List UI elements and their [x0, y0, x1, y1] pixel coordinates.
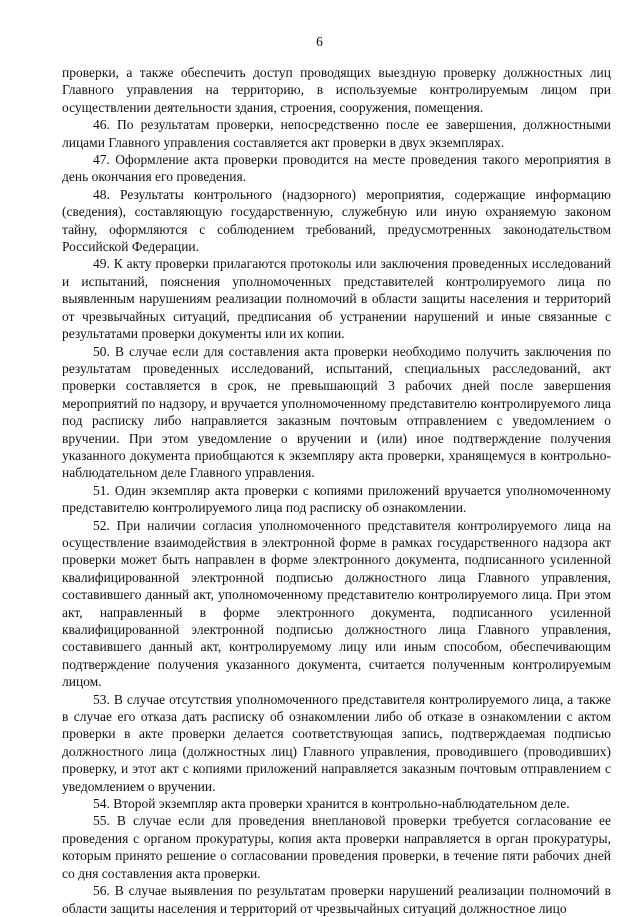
paragraph-48: 48. Результаты контрольного (надзорного) мероприятия, содержащие информацию (сведения), составляющую государственную, служебную или иную охраняемую законом тайну, оформляются с соблюдением требований, предусмотренных законодательством Российской Федерации. — [62, 186, 611, 255]
paragraph-55: 55. В случае если для проведения внеплановой проверки требуется согласование ее проведения с органом прокуратуры, копия акта проверки направляется в орган прокуратуры, которым принято решение о согласовании проведения проверки, в течение пяти рабочих дней со дня составления акта проверки. — [62, 813, 611, 881]
paragraph-46: 46. По результатам проверки, непосредственно после ее завершения, должностными лицами Главного управления составляется акт проверки в двух экземплярах. — [62, 117, 611, 150]
paragraph-52: 52. При наличии согласия уполномоченного представителя контролируемого лица на осуществление взаимодействия в электронной форме в рамках государственного надзора акт проверки может быть направлен в форме электронного документа, подписанного усиленной квалифицированной электронной подписью должностного лица Главного управления, составившего данный акт, уполномоченному представителю контролируемого лица. При этом акт, направленный в форме электронного документа, подписанного усиленной квалифицированной электронной подписью должностного лица Главного управления, составившего данный акт, контролируемому лицу или иным способом, обеспечивающим подтверждение получения указанного документа, считается полученным контролируемым лицом. — [62, 517, 611, 690]
paragraph-51: 51. Один экземпляр акта проверки с копиями приложений вручается уполномоченному представителю контролируемого лица под расписку об ознакомлении. — [62, 482, 611, 516]
paragraph-49: 49. К акту проверки прилагаются протоколы или заключения проведенных исследований и испытаний, пояснения уполномоченных представителей контролируемого лица по выявленным нарушениям реализации полномочий в области защиты населения и территорий от чрезвычайных ситуаций, предписания об устранении нарушений и иные связанные с результатами проверки документы или их копии. — [62, 256, 611, 342]
paragraph-53: 53. В случае отсутствия уполномоченного представителя контролируемого лица, а также в случае его отказа дать расписку об ознакомлении либо об отказе в ознакомлении с актом проверки в акте проверки делается соответствующая запись, подтверждаемая подписью должностного лица (должностных лиц) Главного управления, проводившего (проводивших) проверку, и этот акт с копиями приложений направляется заказным почтовым отправлением с уведомлением о вручении. — [62, 691, 611, 794]
paragraph-continuation: проверки, а также обеспечить доступ проводящих выездную проверку должностных лиц Главного управления на территорию, в используемые контролируемым лицом при осуществлении деятельности здания, строения, сооружения, помещения. — [62, 65, 611, 115]
paragraph-56: 56. В случае выявления по результатам проверки нарушений реализации полномочий в области защиты населения и территорий от чрезвычайных ситуаций должностное лицо — [62, 883, 611, 916]
paragraph-47: 47. Оформление акта проверки проводится на месте проведения такого мероприятия в день окончания его проведения. — [62, 152, 611, 185]
paragraph-50: 50. В случае если для составления акта проверки необходимо получить заключения по результатам проведенных исследований, испытаний, специальных расследований, акт проверки составляется в срок, не превышающий 3 рабочих дней после завершения мероприятий по надзору, и вручается уполномоченному представителю контролируемого лица под расписку либо направляется заказным почтовым отправлением с уведомлением о вручении. При этом уведомление о вручении и (или) иное подтверждение получения указанного документа приобщаются к экземпляру акта проверки, хранящемуся в контрольно-наблюдательном деле Главного управления. — [62, 343, 611, 481]
document-body — [62, 64, 611, 917]
paragraph-54: 54. Второй экземпляр акта проверки хранится в контрольно-наблюдательном деле. — [93, 796, 570, 812]
page-number: 6 — [316, 34, 323, 49]
